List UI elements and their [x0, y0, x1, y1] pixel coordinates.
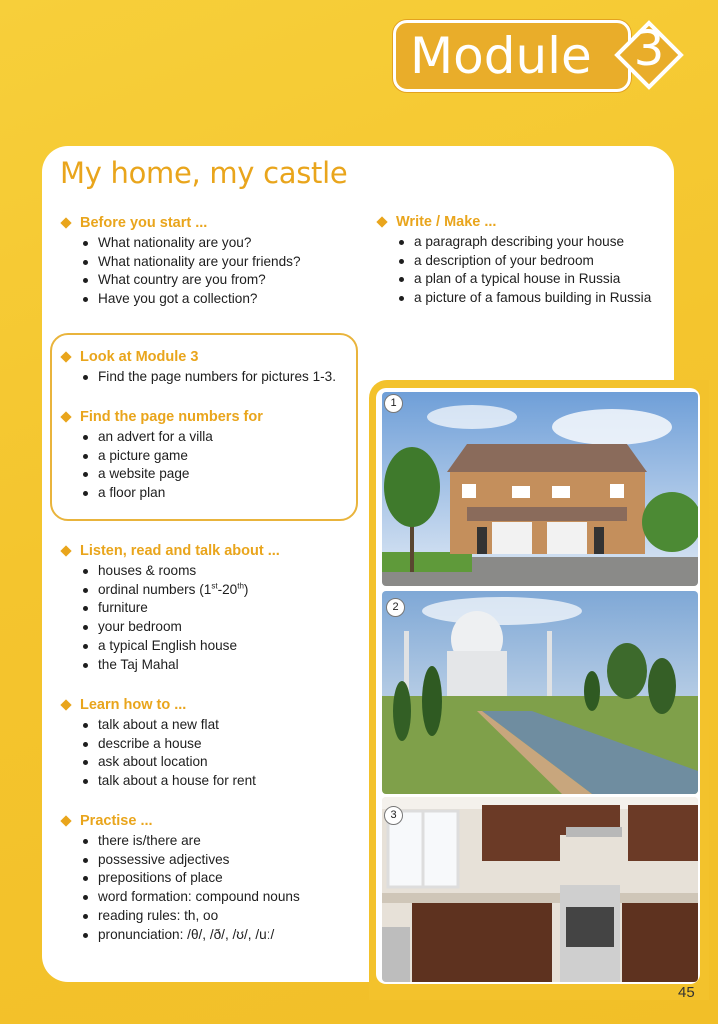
list-item: talk about a new flat	[58, 716, 256, 735]
list-item: furniture	[58, 599, 280, 618]
item-text: ordinal numbers (1	[98, 581, 212, 597]
heading-text: Before you start ...	[80, 215, 208, 231]
list-item: your bedroom	[58, 618, 280, 637]
diamond-bullet-icon	[60, 411, 71, 422]
list-item: Find the page numbers for pictures 1-3.	[58, 368, 336, 387]
list-item: possessive adjectives	[58, 851, 300, 870]
house-photo	[382, 392, 698, 586]
section-heading	[58, 540, 280, 562]
section-find-page-numbers	[58, 406, 263, 503]
module-badge	[393, 20, 631, 92]
heading-text: Look at Module 3	[80, 349, 199, 365]
list-item: talk about a house for rent	[58, 772, 256, 791]
module-number: 3	[633, 21, 665, 77]
list-item: a picture game	[58, 447, 263, 466]
page-number: 45	[678, 984, 695, 1001]
list-item: a description of your bedroom	[374, 252, 651, 271]
module-number-badge	[614, 20, 684, 90]
section-write-make	[374, 211, 651, 308]
list-item: a paragraph describing your house	[374, 233, 651, 252]
superscript: th	[237, 581, 244, 591]
list-item: What nationality are you?	[58, 234, 301, 253]
page-title: My home, my castle	[60, 156, 348, 190]
list-item: an advert for a villa	[58, 428, 263, 447]
heading-text: Find the page numbers for	[80, 409, 263, 425]
item-text: )	[243, 581, 249, 597]
diamond-bullet-icon	[60, 351, 71, 362]
section-before-you-start	[58, 212, 301, 309]
list-item: reading rules: th, oo	[58, 907, 300, 926]
list-item: Have you got a collection?	[58, 290, 301, 309]
diamond-bullet-icon	[376, 216, 387, 227]
list-item: a plan of a typical house in Russia	[374, 270, 651, 289]
diamond-bullet-icon	[60, 545, 71, 556]
list-item: pronunciation: /θ/, /ð/, /ʊ/, /uː/	[58, 926, 300, 945]
section-learn-how-to	[58, 694, 256, 791]
section-heading	[58, 346, 336, 368]
list-item: a picture of a famous building in Russia	[374, 289, 651, 308]
section-practise	[58, 810, 300, 944]
heading-text: Write / Make ...	[396, 214, 497, 230]
diamond-bullet-icon	[60, 217, 71, 228]
taj-mahal-photo	[382, 591, 698, 794]
superscript: st	[211, 581, 218, 591]
section-heading	[58, 212, 301, 234]
list-item: a website page	[58, 465, 263, 484]
list-item: What country are you from?	[58, 271, 301, 290]
section-listen-read-talk	[58, 540, 280, 674]
section-heading	[374, 211, 651, 233]
list-item: a typical English house	[58, 637, 280, 656]
item-text: -20	[217, 581, 238, 597]
list-item: What nationality are your friends?	[58, 253, 301, 272]
list-item: word formation: compound nouns	[58, 888, 300, 907]
list-item: describe a house	[58, 735, 256, 754]
heading-text: Listen, read and talk about ...	[80, 543, 280, 559]
section-heading	[58, 810, 300, 832]
list-item: there is/there are	[58, 832, 300, 851]
list-item: ask about location	[58, 753, 256, 772]
photo-number-2: 2	[386, 598, 405, 617]
list-item: houses & rooms	[58, 562, 280, 581]
photo-number-3: 3	[384, 806, 403, 825]
section-look-at-module	[58, 346, 336, 387]
list-item: the Taj Mahal	[58, 656, 280, 675]
section-heading	[58, 694, 256, 716]
heading-text: Learn how to ...	[80, 697, 187, 713]
list-item: a floor plan	[58, 484, 263, 503]
section-heading	[58, 406, 263, 428]
kitchen-photo	[382, 797, 698, 982]
diamond-bullet-icon	[60, 815, 71, 826]
list-item	[58, 581, 280, 600]
module-word: Module	[410, 27, 592, 85]
heading-text: Practise ...	[80, 813, 153, 829]
photo-number-1: 1	[384, 394, 403, 413]
list-item: prepositions of place	[58, 869, 300, 888]
diamond-bullet-icon	[60, 699, 71, 710]
